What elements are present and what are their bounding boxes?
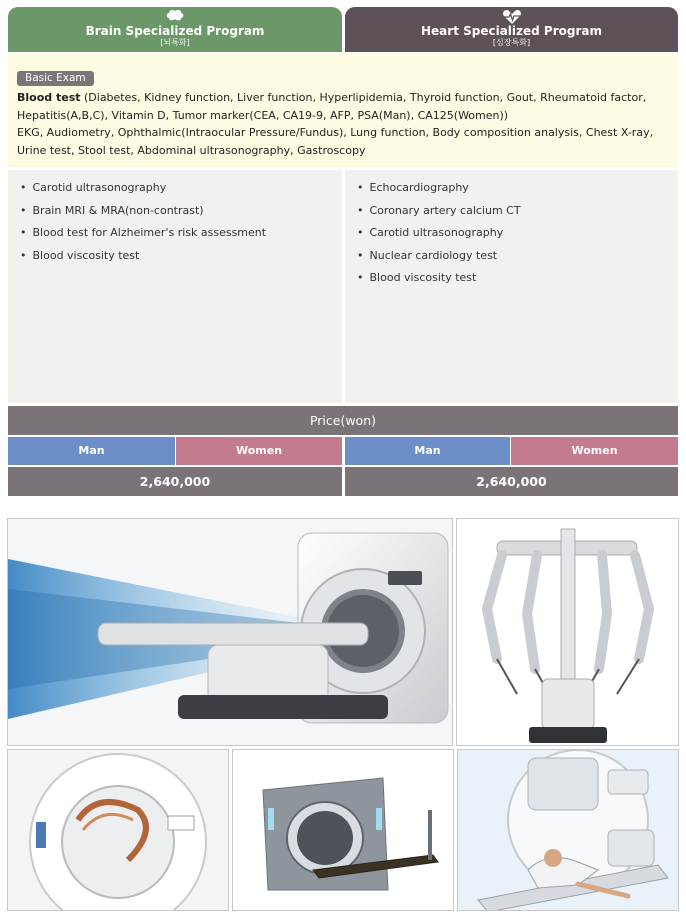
tab-heart-program[interactable]	[345, 7, 678, 52]
mri-scanner-photo	[232, 749, 454, 911]
tab-brain-program[interactable]	[8, 7, 342, 52]
brain-program-list	[8, 170, 342, 403]
list-item: • Blood viscosity test	[357, 271, 678, 285]
list-item: • Blood viscosity test	[20, 249, 342, 263]
pet-ct-ring-photo	[7, 749, 229, 911]
radiotherapy-machine-photo	[457, 749, 679, 911]
list-item: • Brain MRI & MRA(non-contrast)	[20, 204, 342, 218]
basic-exam-section	[8, 53, 678, 167]
heart-pulse-icon	[502, 9, 522, 25]
tab-heart-title: Heart Specialized Program	[421, 24, 602, 38]
tab-heart-subtitle: [심장특화]	[492, 38, 531, 47]
heart-price-value: 2,640,000	[345, 467, 678, 496]
ct-scanner-photo	[7, 518, 453, 746]
list-item: • Carotid ultrasonography	[357, 226, 678, 240]
heart-program-list	[345, 170, 678, 403]
surgical-robot-photo	[456, 518, 679, 746]
price-header: Price(won)	[8, 406, 678, 435]
basic-exam-badge: Basic Exam	[17, 71, 94, 86]
blood-test-detail: (Diabetes, Kidney function, Liver function, Hyperlipidemia, Thyroid function, Gout, Rheumatoid factor, Hepatitis(A,B,C), Vitamin D, Tumor marker(CEA, CA19-9, AFP, PSA(Man), CA125(Women))	[17, 91, 647, 122]
list-item: • Carotid ultrasonography	[20, 181, 342, 195]
heart-women-header: Women	[511, 437, 678, 465]
tab-brain-title: Brain Specialized Program	[85, 24, 265, 38]
basic-exam-text	[17, 89, 669, 159]
brain-women-header: Women	[176, 437, 342, 465]
heart-man-header: Man	[345, 437, 510, 465]
other-tests-text: EKG, Audiometry, Ophthalmic(Intraocular Pressure/Fundus), Lung function, Body composition analysis, Chest X-ray, Urine test, Stool test, Abdominal ultrasonography, Gastroscopy	[17, 126, 654, 157]
list-item: • Coronary artery calcium CT	[357, 204, 678, 218]
brain-price-value: 2,640,000	[8, 467, 342, 496]
list-item: • Nuclear cardiology test	[357, 249, 678, 263]
blood-test-label: Blood test	[17, 91, 81, 104]
tab-brain-subtitle: [뇌특화]	[160, 38, 190, 47]
list-item: • Echocardiography	[357, 181, 678, 195]
list-item: • Blood test for Alzheimer's risk assessment	[20, 226, 342, 240]
brain-icon	[165, 9, 185, 25]
brain-man-header: Man	[8, 437, 175, 465]
